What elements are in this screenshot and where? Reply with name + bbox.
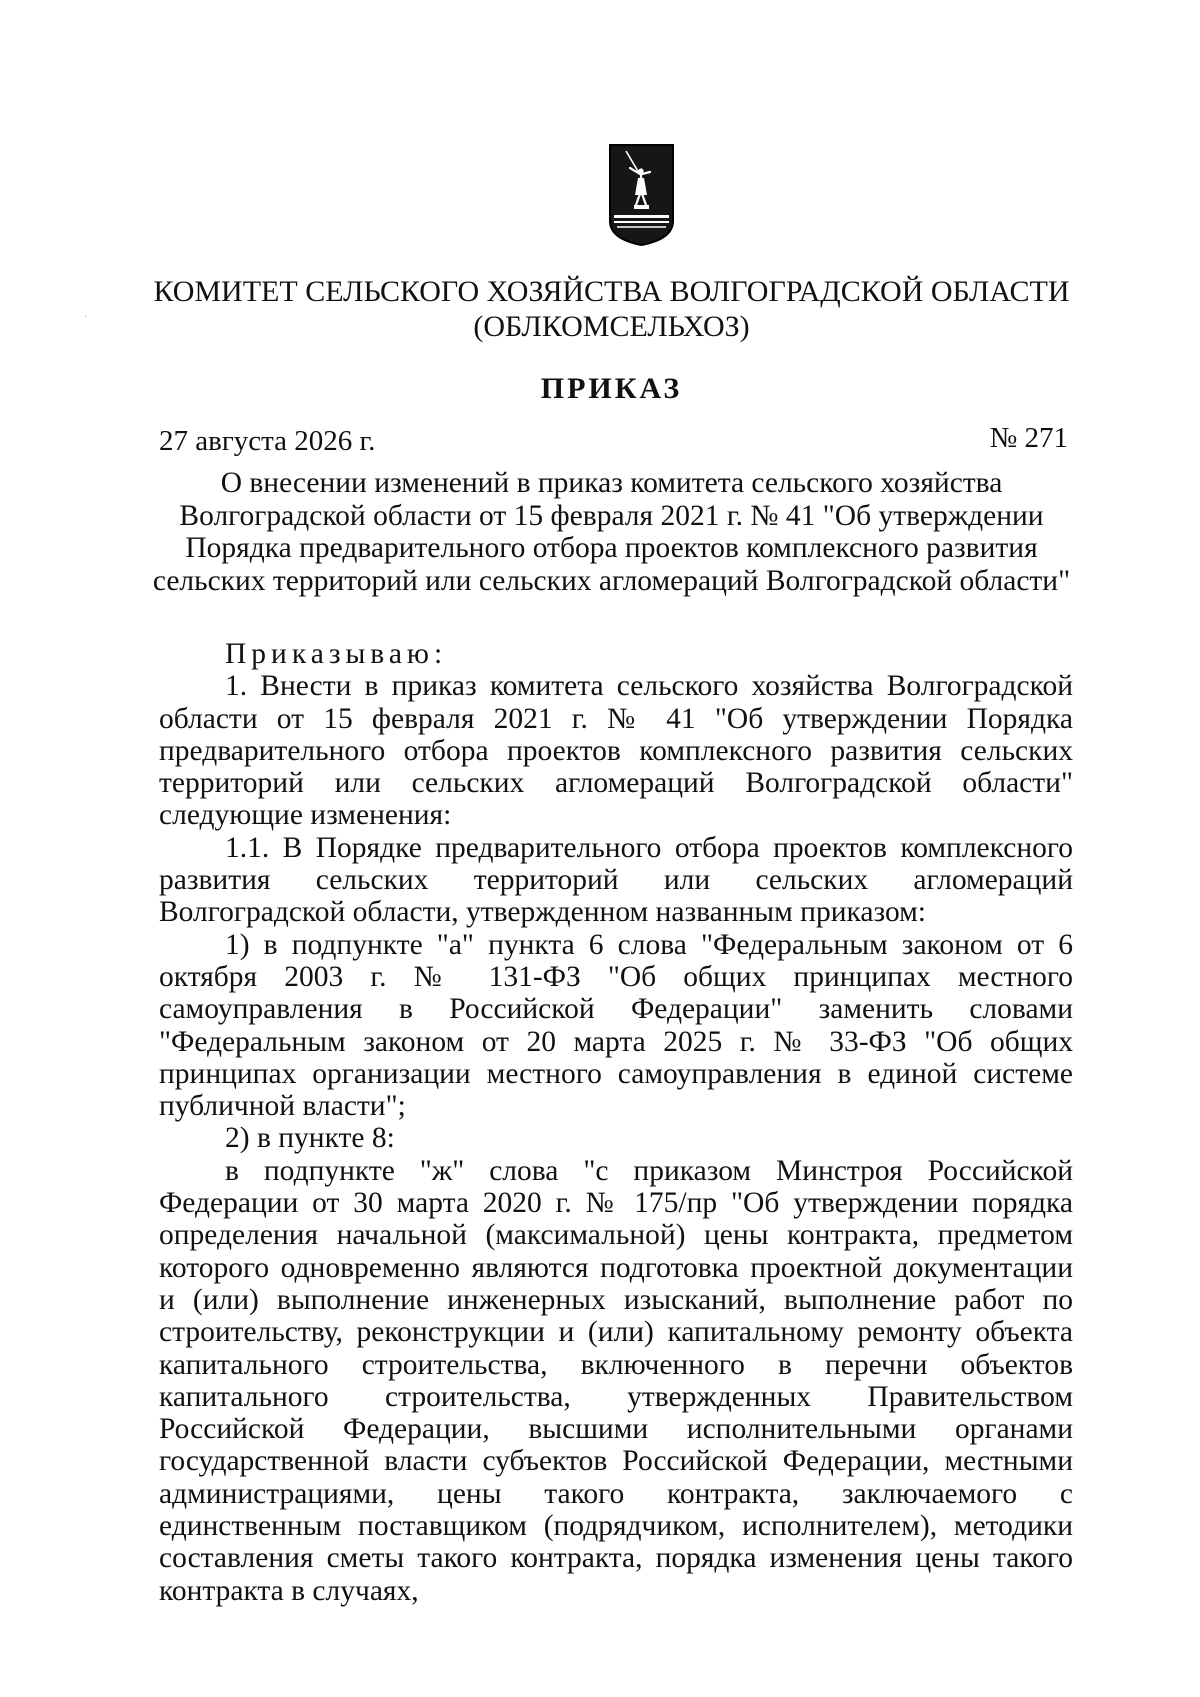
- paragraph: 1.1. В Порядке предварительного отбора проектов комплексного развития сельских территорий или сельских агломераций Волгоградской области, утвержденном названным приказом:: [159, 831, 1073, 929]
- order-preamble: Приказываю:: [225, 638, 448, 670]
- document-date: 27 августа 2026 г.: [159, 425, 376, 457]
- organization-abbreviation: (ОБЛКОМСЕЛЬХОЗ): [473, 310, 750, 343]
- document-number: № 271: [989, 422, 1068, 454]
- paragraph: в подпункте "ж" слова "с приказом Минстроя Российской Федерации от 30 марта 2020 г. № 175/пр "Об утверждении порядка определения начальной (максимальной) цены контракта, предметом которого одновременно являются подготовка проектной документации и (или) выполнение инженерных изысканий, выполнение работ по строительству, реконструкции и (или) капитальному ремонту объекта капитального строительства, включенного в перечни объектов капитального строительства, утвержденных Правительством Российской Федерации, высшими исполнительными органами государственной власти субъектов Российской Федерации, местными администрациями, цены такого контракта, заключаемого с единственным поставщиком (подрядчиком, исполнителем), методики составления сметы такого контракта, порядка изменения цены такого контракта в случаях,: [159, 1154, 1073, 1607]
- paragraph: 1. Внести в приказ комитета сельского хозяйства Волгоградской области от 15 февраля 2021 г. № 41 "Об утверждении Порядка предварительного отбора проектов комплексного развития сельских территорий или сельских агломераций Волгоградской области" следующие изменения:: [159, 670, 1073, 832]
- document-type: ПРИКАЗ: [540, 372, 683, 405]
- coat-of-arms-emblem: [608, 143, 675, 247]
- paragraph: 2) в пункте 8:: [225, 1122, 395, 1155]
- document-subject: О внесении изменений в приказ комитета сельского хозяйства Волгоградской области от 15 февраля 2021 г. № 41 "Об утверждении Порядка предварительного отбора проектов комплексного развития сельских территорий или сельских агломераций Волгоградской области": [152, 467, 1071, 597]
- document-body: [159, 638, 1073, 1607]
- organization-name: КОМИТЕТ СЕЛЬСКОГО ХОЗЯЙСТВА ВОЛГОГРАДСКОЙ ОБЛАСТИ: [153, 275, 1070, 308]
- volgograd-coat-of-arms-icon: [608, 143, 675, 247]
- paragraph: 1) в подпункте "а" пункта 6 слова "Федеральным законом от 6 октября 2003 г. № 131-ФЗ "Об общих принципах местного самоуправления в Российской Федерации" заменить словами "Федеральным законом от 20 марта 2025 г. № 33-ФЗ "Об общих принципах организации местного самоуправления в единой системе публичной власти";: [159, 928, 1073, 1123]
- scan-artifact: ·: [84, 312, 88, 323]
